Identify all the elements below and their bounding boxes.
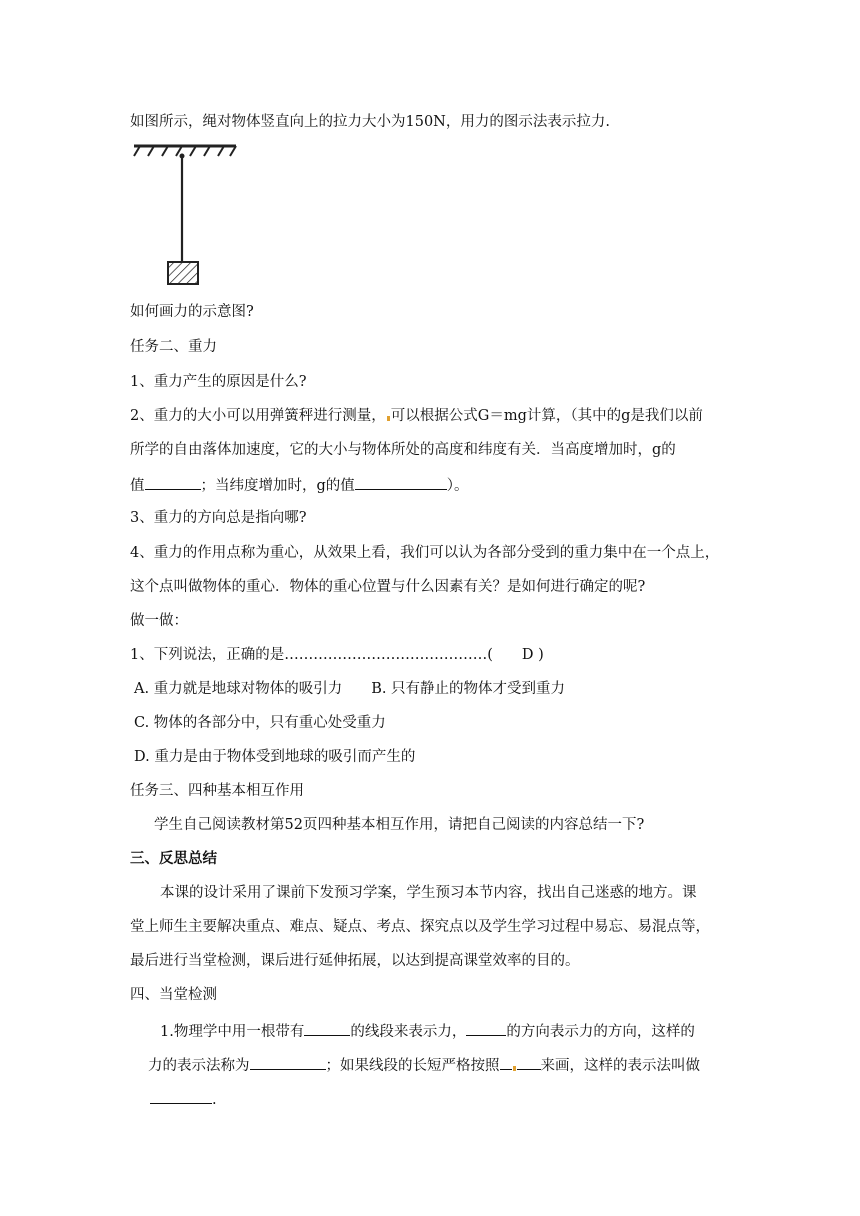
section3-title: 三、反思总结 [130, 850, 217, 867]
do-it-heading: 做一做： [130, 613, 188, 629]
test-line3-end: . [212, 1092, 217, 1108]
section3-line3-b: 到提高课堂效率的目的。 [420, 953, 580, 969]
test-line3 [150, 1088, 217, 1110]
task2-q4-line1: 4、重力的作用点称为重心，从效果上看，我们可以认为各部分受到的重力集中在一个点上， [130, 545, 720, 561]
blank-height-g[interactable] [145, 474, 201, 490]
mc-question: 1、下列说法，正确的是……………………………………( D ) [130, 647, 544, 663]
rope-block-figure [128, 138, 240, 290]
task2-q4-line2: 这个点叫做物体的重心．物体的重心位置与什么因素有关？是如何进行确定的呢? [130, 579, 646, 595]
task3-body: 学生自己阅读教材第52页四种基本相互作用，请把自己阅读的内容总结一下? [154, 817, 645, 833]
section4-title: 四、当堂检测 [130, 987, 217, 1003]
section3-line3-a: 最后进行当堂检测，课后进行延伸拓展，以达 [130, 953, 420, 969]
test-line1-c: 的方向表示力的方向，这样的 [506, 1024, 695, 1040]
mark-dot [387, 416, 390, 421]
task2-heading: 任务二、重力 [130, 339, 217, 355]
section3-line2: 堂上师生主要解决重点、难点、疑点、考点、探究点以及学生学习过程中易忘、易混点等， [130, 919, 710, 935]
test-line2-b: ；如果线段的长短严格按照 [325, 1058, 500, 1074]
task2-q2-part-a: 2、重力的大小可以用弹簧秤进行测量， [130, 408, 386, 424]
task2-q2-line3 [130, 474, 469, 496]
blank-arrow[interactable] [304, 1020, 350, 1036]
task2-q1: 1、重力产生的原因是什么? [130, 374, 307, 390]
mc-option-d: D. 重力是由于物体受到地球的吸引而产生的 [134, 749, 416, 765]
task2-q2-close: ）。 [446, 478, 469, 494]
section3-line3 [130, 951, 580, 971]
blank-scale-b[interactable] [517, 1054, 541, 1070]
task2-q3: 3、重力的方向总是指向哪? [130, 510, 307, 526]
test-line2 [148, 1054, 700, 1076]
blank-scale-a[interactable] [500, 1054, 512, 1070]
section3-line1: 本课的设计采用了课前下发预习学案，学生预习本节内容，找出自己迷惑的地方。课 [160, 885, 697, 901]
task3-heading: 任务三、四种基本相互作用 [130, 783, 304, 799]
blank-latitude-g[interactable] [355, 474, 447, 490]
test-line1-a: 1.物理学中用一根带有 [160, 1024, 305, 1040]
task2-q2-line2: 所学的自由落体加速度，它的大小与物体所处的高度和纬度有关．当高度增加时，g的 [130, 442, 676, 458]
question-how: 如何画力的示意图? [130, 304, 254, 320]
blank-representation[interactable] [250, 1054, 326, 1070]
blank-diagram-name[interactable] [150, 1088, 212, 1104]
task2-q2-part-b: 可以根据公式G＝mg计算，（其中的g是我们以前 [390, 408, 703, 424]
test-line2-c: 来画，这样的表示法叫做 [540, 1058, 700, 1074]
ceiling [134, 146, 236, 156]
intro-text: 如图所示，绳对物体竖直向上的拉力大小为150N，用力的图示法表示拉力. [130, 114, 610, 130]
test-line1-b: 的线段来表示力， [350, 1024, 467, 1040]
mc-options-ab: A. 重力就是地球对物体的吸引力 B. 只有静止的物体才受到重力 [134, 681, 566, 697]
task2-q2-value-label: 值 [130, 478, 145, 494]
test-line2-a: 力的表示法称为 [148, 1058, 250, 1074]
task2-q2-line1 [130, 406, 703, 426]
task2-q2-lat-label: ；当纬度增加时，g的值 [200, 478, 355, 494]
hatched-block [168, 262, 198, 284]
test-line1 [160, 1020, 695, 1042]
mark-dot [513, 1066, 516, 1071]
blank-direction[interactable] [466, 1020, 506, 1036]
mc-option-c: C. 物体的各部分中，只有重心处受重力 [134, 715, 386, 731]
